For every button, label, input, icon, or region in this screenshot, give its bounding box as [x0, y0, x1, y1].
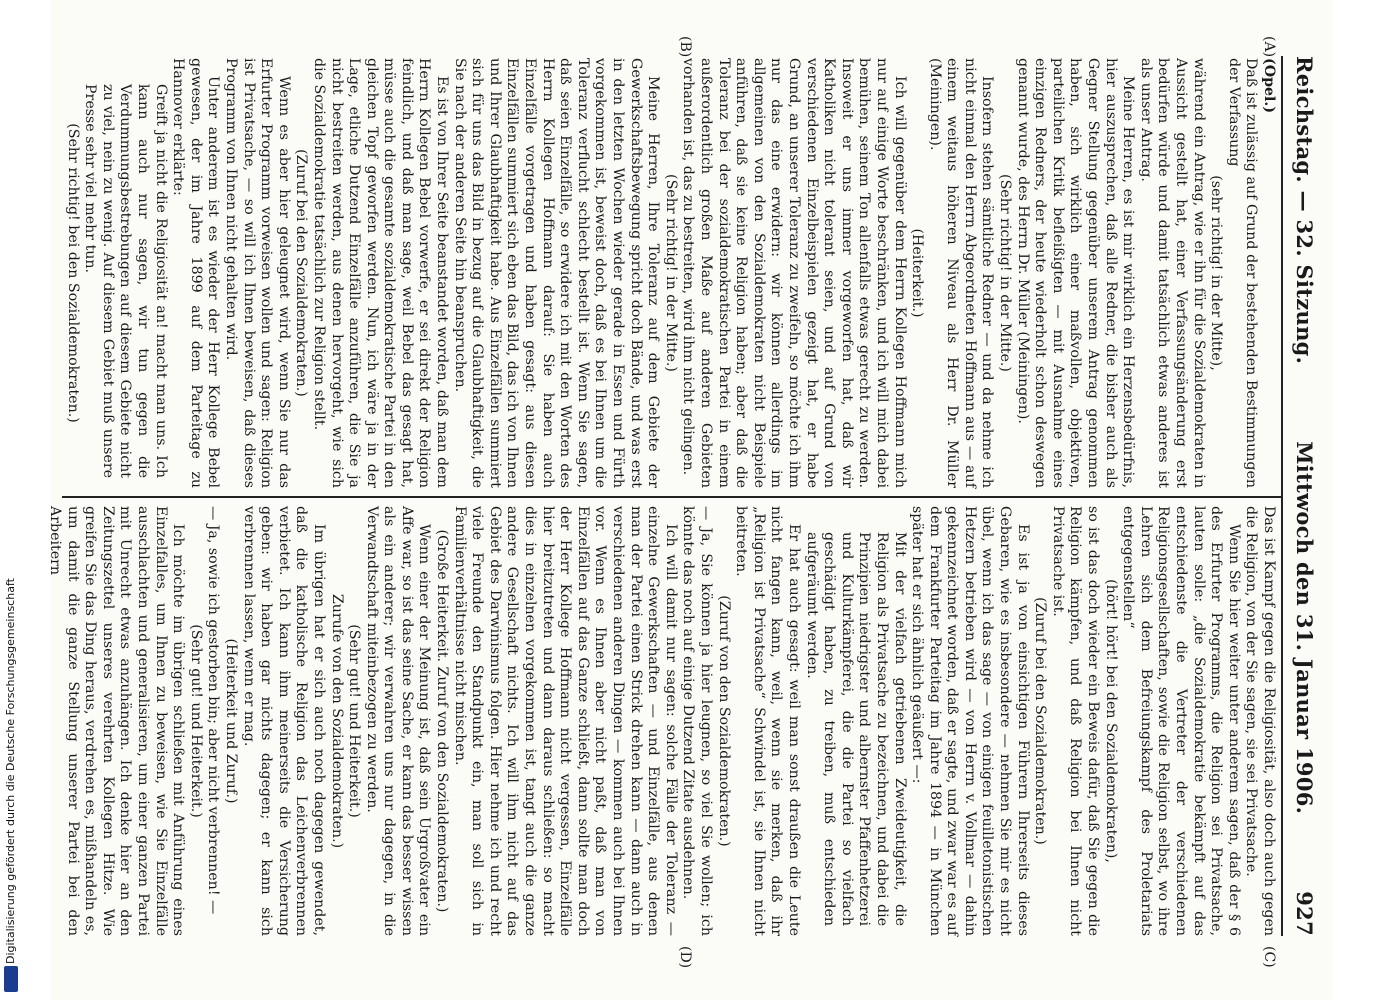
- paragraph: Mit der vielfach getriebenen Zweideutigkeit, die Religion als Privatsache zu bezeichnen, und dabei die Prinzipien niedrigster und albernster Pfaffenhetzerei und Kulturkämpferei, die die Partei so vielfach geschädigt haben, zu treiben, muß entschieden aufgeräumt werden.: [803, 532, 908, 926]
- right-column: [45, 506, 1277, 936]
- margin-marker-b: (B): [677, 36, 693, 58]
- paragraph: (Heiterkeit und Zuruf.): [222, 638, 239, 804]
- header-rule: [1281, 56, 1283, 936]
- paragraph: so ist das doch wieder ein Beweis dafür, daß Sie gegen die Religion kämpfen, und daß Religion bei Ihnen nicht Privatsache ist.: [1049, 506, 1102, 936]
- paragraph: (Sehr richtig! in der Mitte.): [662, 174, 679, 372]
- paragraph: Das ist Kampf gegen die Religiosität, also doch auch gegen die Religion, von der Sie sagen, sie sei Privatsache.: [1243, 506, 1277, 936]
- dfg-credit: Digitalisierung gefördert durch die Deutsche Forschungsgemeinschaft: [4, 578, 17, 964]
- paragraph: Zurufe von den Sozialdemokraten.): [328, 593, 345, 849]
- paragraph: (Sehr richtig! bei den Sozialdemokraten.): [64, 123, 81, 423]
- paragraph: (Große Heiterkeit. Zuruf von den Sozialdemokraten.): [434, 529, 451, 913]
- paragraph: Unter anderem ist es wieder der Herr Kollege Bebel gewesen, der im Jahre 1899 auf dem Parteitage zu Hannover erklärte:: [170, 58, 222, 488]
- paragraph: (sehr richtig! in der Mitte),: [1208, 175, 1225, 371]
- dfg-logo-icon: [4, 966, 18, 992]
- paragraph: Im übrigen hat er sich auch noch dagegen gewendet, daß die katholische Religion das Leichenverbrennen verbietet. Ich kann ihm meinerseits die Versicherung geben: wir haben gar nichts dagegen; er kann sich verbrennen lassen, wenn er mag.: [240, 506, 327, 936]
- paragraph: Meine Herren, Ihre Toleranz auf dem Gebiete der Gewerkschaftsbewegung spricht doch Bände, und was erst in den letzten Wochen wieder gerade in Essen und Fürth vorgekommen ist, beweist doch, daß es bei Ihnen um die Toleranz verflucht schlecht bestellt ist. Wenn Sie sagen, daß seien Einzelfälle, so erwidere ich mit den Worten des Herrn Kollegen Hoffmann darauf: Sie haben auch Einzelfälle vorgetragen und haben gesagt: aus diesen Einzelfällen summiert sich eben das Bild, das ich von Ihnen und Ihrer Glaubhaftigkeit habe. Aus Einzelfällen summiert sich für uns das Bild in bezug auf die Glaubhaftigkeit, die Sie nach der anderen Seite hin beanspruchen.: [451, 58, 662, 488]
- paragraph: (Zuruf von den Sozialdemokraten.): [715, 595, 732, 847]
- paragraph: Es ist von Ihrer Seite beanstandet worden, daß man dem Herrn Kollegen Bebel vorwerfe, er sei direkt der Religion feindlich, und daß man sage, weil Bebel das gesagt hat, müsse auch die gesamte sozialdemokratische Partei in den gleichen Topf geworfen werden. Nun, ich wäre ja in der Lage, etliche Dutzend Einzelfälle anzuführen, die Sie ja nicht bestreiten werden, aus denen hervorgeht, wie sich die Sozialdemokratie tatsächlich zur Religion stellt.: [310, 58, 451, 488]
- paragraph: Wenn es aber hier geleugnet wird, wenn Sie nur das Erfurter Programm vorweisen wollen und sagen: Religion ist Privatsache, — so will ich Ihnen beweisen, daß dieses Programm von Ihnen nicht gehalten wird.: [222, 58, 292, 488]
- paragraph: (Zuruf bei den Sozialdemokraten.): [1032, 597, 1049, 845]
- left-column: [63, 58, 1277, 488]
- dfg-sidebar: [0, 0, 22, 1000]
- paragraph: Wenn Sie hier weiter unter anderem sagen, daß der § 6 des Erfurter Programms, die Religion sei Privatsache, lauten solle: „die Sozialdemokratie bekämpft auf das entschiedenste die Vertreter der verschiedenen Religionsgesellschaften, sowie die Religion selbst, wo ihre Lehren sich dem Befreiungskampf des Proletariats entgegenstellen“: [1120, 506, 1242, 936]
- document-page: [47, 0, 1333, 1000]
- paragraph: Daß ist zulässig auf Grund der bestehenden Bestimmungen der Verfassung: [1225, 58, 1260, 488]
- paragraph: (Zuruf bei den Sozialdemokraten.): [293, 149, 310, 397]
- paragraph: (Sehr richtig! in der Mitte.): [997, 174, 1014, 372]
- paragraph: Er hat auch gesagt: weil man sonst draußen die Leute nicht fangen kann, weil, wenn sie merken, daß ihr „Religion ist Privatsache“ Schwindel ist, sie Ihnen nicht beitreten.: [733, 506, 802, 936]
- paragraph: Ich möchte im übrigen schließen mit Anführung eines Einzelfalles, um Ihnen zu beweisen, wie Sie Einzelfälle ausschlachten und generalisieren, um einer ganzen Partei mit Unrecht etwas anzuhängen. Ich denke hier an den Zeitungszettel unseres verehrten Kollegen Hitze. Wie greifen Sie das Ding heraus, verdrehen es, mißhandeln es, um damit die ganze Stellung unserer Partei bei den Arbeitern: [47, 506, 187, 936]
- paragraph: — Ja, Sie können ja hier leugnen, so viel Sie wollen; ich könnte das noch auf einige Dutzend Zitate ausdehnen.: [680, 506, 714, 936]
- margin-marker-d: (D): [677, 946, 693, 969]
- header-left: Reichstag. — 32. Sitzung.: [1292, 56, 1318, 365]
- paragraph: Meine Herren, es ist mir wirklich ein Herzensbedürfnis, hier auszusprechen, daß alle Redner, die bisher auch als Gegner Stellung gegenüber unserem Antrag genommen haben, sich wirklich einer maßvollen, objektiven, parteilichen Kritik befleißigten — mit Ausnahme eines einzigen Redners, der heute wiederholt schon deswegen genannt wurde, des Herrn Dr. Müller (Meiningen).: [1014, 58, 1137, 488]
- paragraph: Es ist ja von einsichtigen Führern Ihrerseits dieses Gebaren, wie es insbesondere — nehmen Sie mir es nicht übel, wenn ich das sage — von einigen feuilletonistischen Hetzern betrieben wird — von Herrn v. Vollmar — dahin gekennzeichnet worden, daß er sagte, und zwar war es auf dem Frankfurter Parteitag im Jahre 1894 — in München später hat er sich ähnlich geäußert —:: [909, 506, 1031, 936]
- margin-marker-a: (A): [1261, 36, 1277, 58]
- paragraph: (Sehr gut! und Heiterkeit.): [187, 624, 204, 818]
- paragraph: — Ja, sowie ich gestorben bin; aber nicht verbrennen! —: [205, 506, 222, 915]
- paragraph: Wenn einer der Meinung ist, daß sein Urgroßvater ein Affe war, so ist das seine Sache, er kann das besser wissen als ein anderer; wir verwahren uns nur dagegen, in die Verwandtschaft miteinbezogen zu werden.: [363, 506, 433, 936]
- paragraph: (hört! hört! bei den Sozialdemokraten),: [1102, 579, 1119, 863]
- margin-marker-c: (C): [1261, 946, 1277, 968]
- paragraph: (Heiterkeit.): [909, 228, 926, 318]
- page-header: [1287, 56, 1323, 936]
- paragraph: Insofern stehen sämtliche Redner — und da nehme ich nicht einmal den Herrn Abgeordneten Hoffmann aus — auf einem weitaus höheren Niveau als Herr Dr. Müller (Meiningen).: [926, 58, 996, 488]
- paragraph: während ein Antrag, wie er ihn für die Sozialdemokraten in Aussicht gestellt hat, einer Verfassungsänderung erst bedürfen würde und damit tatsächlich etwas anderes ist als unser Antrag.: [1137, 58, 1207, 488]
- header-date: Mittwoch den 31. Januar 1906.: [1292, 441, 1318, 815]
- page-number: 927: [1292, 891, 1318, 936]
- paragraph: (Opel.): [1261, 58, 1277, 114]
- paragraph: (Sehr gut! und Heiterkeit.): [346, 624, 363, 818]
- paragraph: Ich will damit nur sagen: solche Fälle der Toleranz — einzelne Gewerkschaften — und Einzelfälle, aus denen man der Partei einen Strick drehen kann — dann auch in verschiedenen anderen Dingen — kommen auch bei Ihnen vor. Wenn es Ihnen aber nicht paßt, daß man von Einzelfällen auf das Ganze schließt, dann sollte man doch der Herr Kollege Hoffmann nicht vergessen, Einzelfälle hier breitzutreten und dann daraus schließen: so macht dies in einzelnen vorgekommen ist, tangt auch die ganze andere Gesellschaft nichts. Ich will ihm nicht auf das Gebiet des Darwinismus folgen. Hier nehme ich und recht viele Freunde den Standpunkt ein, man soll sich in Familienverhältnisse nicht mischen.: [451, 506, 679, 936]
- paragraph: Greift ja nicht die Religiosität an! macht man uns. Ich kann auch nur sagen, wir tun gegen die Verdummungsbestrebungen auf diesem Gebiete nicht zu viel, nein zu wenig. Auf diesem Gebiet muß unsere Presse sehr viel mehr tun.: [82, 84, 169, 478]
- column-divider: [62, 496, 1281, 498]
- paragraph: Ich will gegenüber dem Herrn Kollegen Hoffmann mich nur auf einige Worte beschränken, und ich will mich dabei bemühen, seinem Ton allenfalls etwas gerecht zu werden. Insoweit er uns immer vorgeworfen hat, daß wir Katholiken nicht tolerant seien, und auf Grund von verschiedenen Einzelbeispielen gezeigt hat, er habe Grund, an unserer Toleranz zu zweifeln, so möchte ich ihm nur das eine erwidern: wir können allerdings im allgemeinen von den Sozialdemokraten nicht Beispiele anführen, daß sie keine Religion haben; aber daß die Toleranz bei der sozialdemokratischen Partei in einem außerordentlich großen Maße auf anderen Gebieten vorhanden ist, das zu bestreiten, wird ihm nicht gelingen.: [680, 58, 908, 488]
